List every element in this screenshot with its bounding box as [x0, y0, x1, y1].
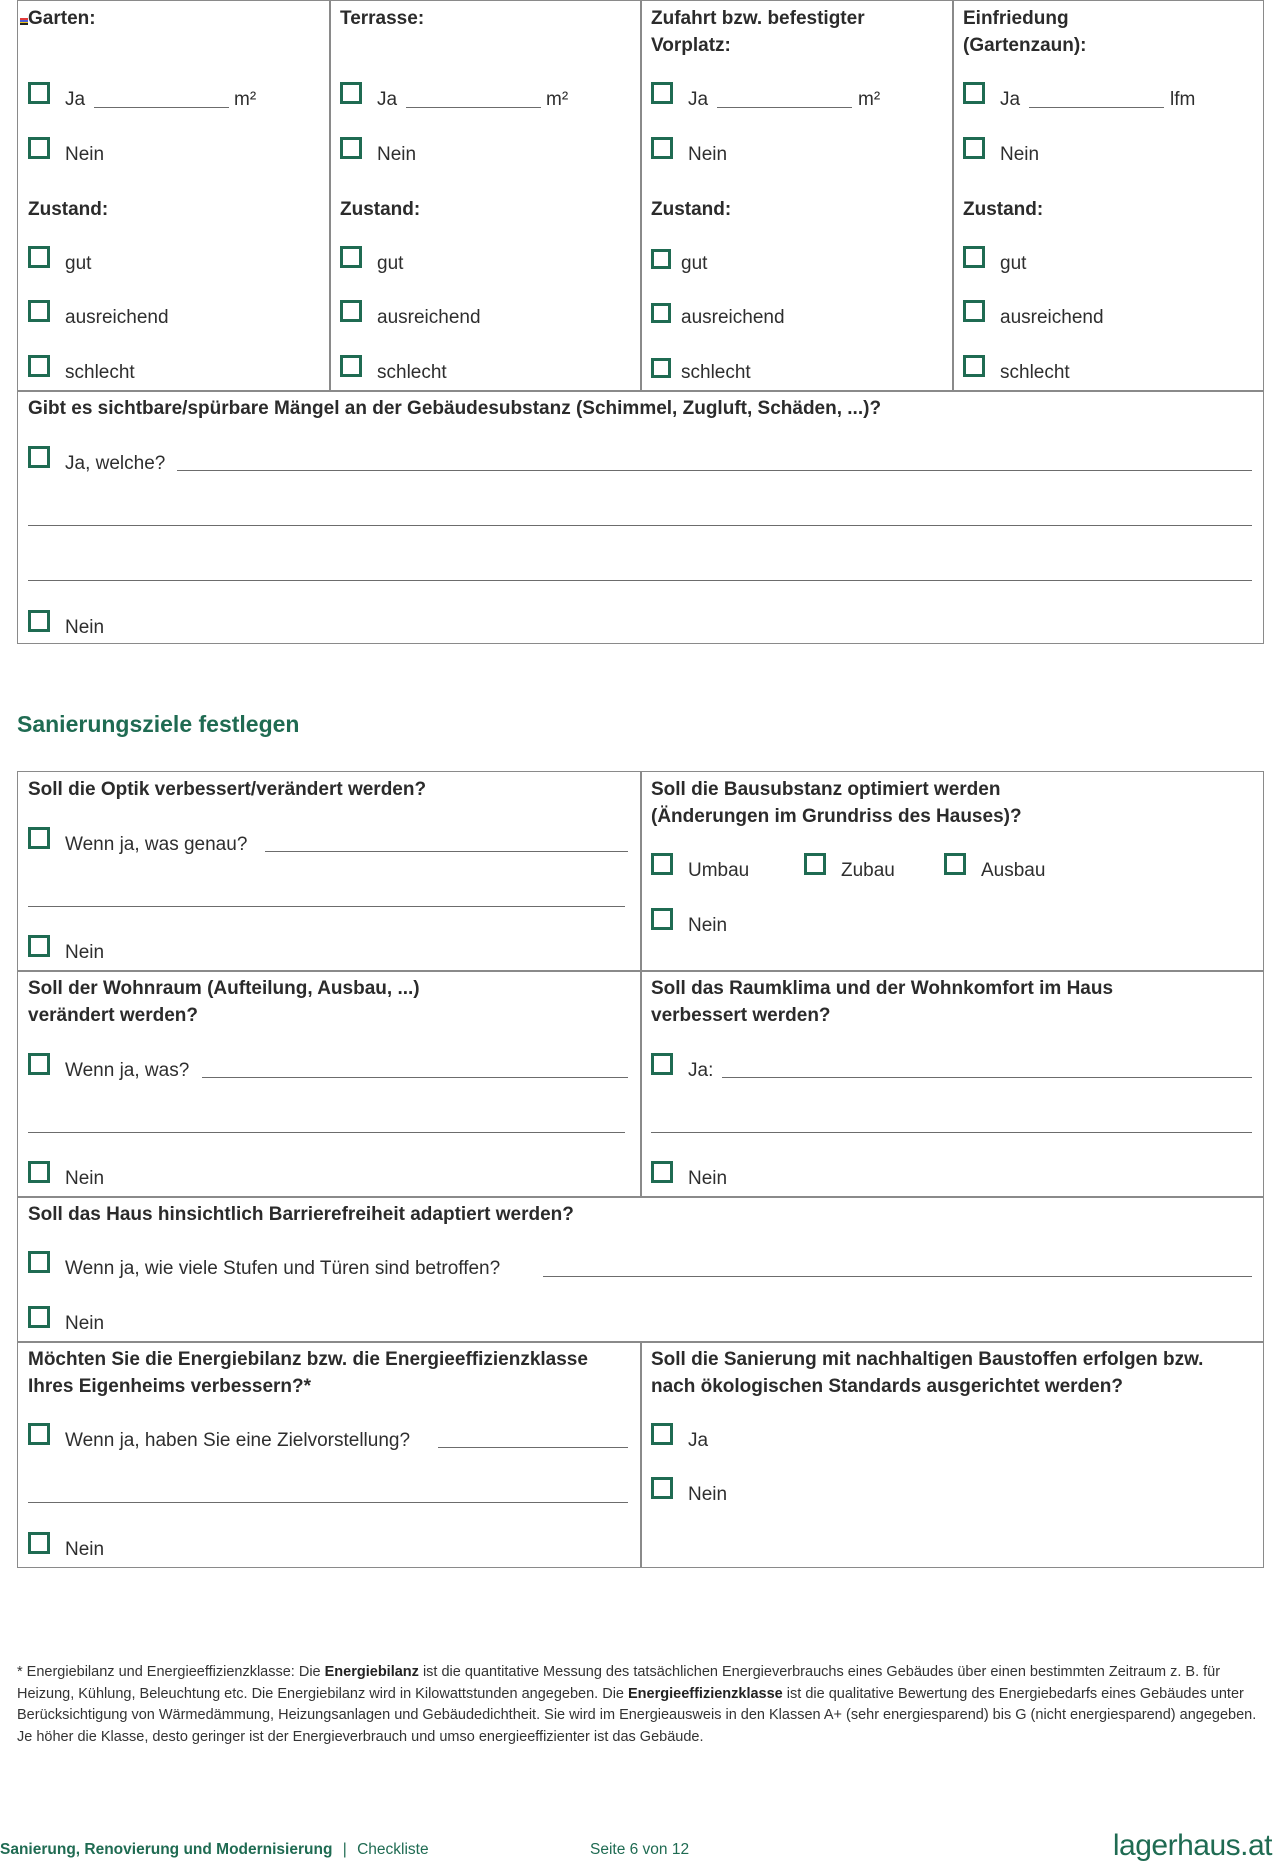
- defects-input-line-1[interactable]: [177, 470, 1252, 471]
- energie-input-line-1[interactable]: [438, 1447, 628, 1448]
- energie-ja-label: Wenn ja, haben Sie eine Zielvorstellung?: [65, 1430, 411, 1451]
- lagerhaus-logo[interactable]: lagerhaus.at: [1112, 1829, 1272, 1862]
- option-label: gut: [681, 253, 708, 274]
- footnote-text: ist die quantitative Messung des tatsächlichen Energieverbrauchs eines Gebäudes über einen bestimmten Zeitraum z. B. für Heizung, Kühlung, Beleuchtung etc. Die Energiebilanz wird in Kilowattstunden angegeben. Die: [17, 1664, 1221, 1702]
- umbau-checkbox[interactable]: [651, 853, 673, 875]
- barriere-question: Soll das Haus hinsichtlich Barrierefreiheit adaptiert werden?: [28, 1204, 574, 1225]
- option-label: schlecht: [65, 362, 135, 383]
- nein-label: Nein: [377, 144, 417, 165]
- footer-subtitle: Checkliste: [357, 1841, 429, 1858]
- energie-question: Möchten Sie die Energiebilanz bzw. die Energieeffizienzklasse: [28, 1349, 588, 1370]
- column-divider: [640, 1341, 642, 1568]
- option-label: schlecht: [1000, 362, 1070, 383]
- option-label: schlecht: [681, 362, 751, 383]
- garten-gut-checkbox[interactable]: [28, 246, 50, 268]
- footnote-term-energieeffizienzklasse: Energieeffizienzklasse: [628, 1685, 783, 1702]
- zubau-label: Zubau: [841, 860, 895, 881]
- raumklima-input-line-1[interactable]: [722, 1077, 1252, 1078]
- column-title-line2: (Gartenzaun):: [963, 35, 1087, 56]
- terrasse-ja-checkbox[interactable]: [340, 82, 362, 104]
- nachhaltig-nein-label: Nein: [688, 1484, 728, 1505]
- einfriedung-ausreichend-checkbox[interactable]: [963, 300, 985, 322]
- defects-input-line-2[interactable]: [28, 525, 1252, 526]
- nachhaltig-ja-checkbox[interactable]: [651, 1423, 673, 1445]
- einfriedung-length-input-line[interactable]: [1029, 107, 1164, 108]
- wohnraum-nein-checkbox[interactable]: [28, 1161, 50, 1183]
- zustand-heading: Zustand:: [340, 199, 421, 220]
- wohnraum-ja-checkbox[interactable]: [28, 1053, 50, 1075]
- zufahrt-area-input-line[interactable]: [717, 107, 852, 108]
- page-number: Seite 6 von 12: [590, 1841, 690, 1858]
- column-title-line2: Vorplatz:: [651, 35, 731, 56]
- garten-schlecht-checkbox[interactable]: [28, 355, 50, 377]
- nein-label: Nein: [1000, 144, 1040, 165]
- bausubstanz-nein-label: Nein: [688, 915, 728, 936]
- wohnraum-input-line-1[interactable]: [202, 1077, 628, 1078]
- unit-label: m²: [546, 89, 569, 110]
- defects-question: Gibt es sichtbare/spürbare Mängel an der Gebäudesubstanz (Schimmel, Zugluft, Schäden, ...)?: [28, 398, 882, 419]
- wohnraum-input-line-2[interactable]: [28, 1132, 625, 1133]
- zustand-heading: Zustand:: [28, 199, 109, 220]
- ausbau-label: Ausbau: [981, 860, 1046, 881]
- defects-ja-checkbox[interactable]: [28, 446, 50, 468]
- energie-nein-label: Nein: [65, 1539, 105, 1560]
- print-color-marker: [20, 18, 28, 25]
- garten-ja-checkbox[interactable]: [28, 82, 50, 104]
- column-divider: [329, 0, 331, 391]
- footer-separator: |: [342, 1841, 347, 1858]
- garten-area-input-line[interactable]: [94, 107, 229, 108]
- zufahrt-gut-checkbox[interactable]: [651, 249, 671, 269]
- nachhaltig-ja-label: Ja: [688, 1430, 709, 1451]
- barriere-input-line[interactable]: [543, 1276, 1252, 1277]
- zustand-heading: Zustand:: [963, 199, 1044, 220]
- raumklima-nein-label: Nein: [688, 1168, 728, 1189]
- terrasse-schlecht-checkbox[interactable]: [340, 355, 362, 377]
- nachhaltig-nein-checkbox[interactable]: [651, 1477, 673, 1499]
- einfriedung-nein-checkbox[interactable]: [963, 137, 985, 159]
- terrasse-area-input-line[interactable]: [406, 107, 541, 108]
- energie-ja-checkbox[interactable]: [28, 1423, 50, 1445]
- ja-label: Ja: [688, 89, 709, 110]
- footnote-term-energiebilanz: Energiebilanz: [324, 1664, 419, 1680]
- garten-nein-checkbox[interactable]: [28, 137, 50, 159]
- unit-label: m²: [234, 89, 257, 110]
- einfriedung-gut-checkbox[interactable]: [963, 246, 985, 268]
- section-title: Sanierungsziele festlegen: [17, 711, 300, 737]
- zufahrt-schlecht-checkbox[interactable]: [651, 358, 671, 378]
- footer-title: Sanierung, Renovierung und Modernisierung: [0, 1841, 333, 1858]
- wohnraum-ja-label: Wenn ja, was?: [65, 1060, 190, 1081]
- nein-label: Nein: [65, 144, 105, 165]
- column-title: Terrasse:: [340, 8, 425, 29]
- optik-input-line-1[interactable]: [265, 851, 628, 852]
- barriere-ja-checkbox[interactable]: [28, 1251, 50, 1273]
- zufahrt-ja-checkbox[interactable]: [651, 82, 673, 104]
- column-divider: [952, 0, 954, 391]
- unit-label: lfm: [1170, 89, 1196, 110]
- option-label: ausreichend: [377, 307, 481, 328]
- terrasse-nein-checkbox[interactable]: [340, 137, 362, 159]
- zufahrt-ausreichend-checkbox[interactable]: [651, 303, 671, 323]
- option-label: ausreichend: [65, 307, 169, 328]
- nachhaltig-question-line2: nach ökologischen Standards ausgerichtet werden?: [651, 1376, 1123, 1397]
- optik-input-line-2[interactable]: [28, 906, 625, 907]
- unit-label: m²: [858, 89, 881, 110]
- barriere-ja-label: Wenn ja, wie viele Stufen und Türen sind betroffen?: [65, 1258, 501, 1279]
- optik-nein-label: Nein: [65, 942, 105, 963]
- column-divider: [640, 771, 642, 1196]
- option-label: schlecht: [377, 362, 447, 383]
- raumklima-nein-checkbox[interactable]: [651, 1161, 673, 1183]
- optik-ja-checkbox[interactable]: [28, 827, 50, 849]
- terrasse-gut-checkbox[interactable]: [340, 246, 362, 268]
- defects-nein-checkbox[interactable]: [28, 610, 50, 632]
- option-label: gut: [377, 253, 404, 274]
- zustand-heading: Zustand:: [651, 199, 732, 220]
- bausubstanz-nein-checkbox[interactable]: [651, 908, 673, 930]
- nachhaltig-question: Soll die Sanierung mit nachhaltigen Baustoffen erfolgen bzw.: [651, 1349, 1204, 1370]
- defects-nein-label: Nein: [65, 617, 105, 638]
- barriere-nein-checkbox[interactable]: [28, 1306, 50, 1328]
- energie-input-line-2[interactable]: [28, 1502, 628, 1503]
- defects-box: [17, 390, 1264, 644]
- raumklima-input-line-2[interactable]: [651, 1132, 1252, 1133]
- zubau-checkbox[interactable]: [804, 853, 826, 875]
- defects-ja-label: Ja, welche?: [65, 453, 166, 474]
- einfriedung-schlecht-checkbox[interactable]: [963, 355, 985, 377]
- ausbau-checkbox[interactable]: [944, 853, 966, 875]
- footnote: [17, 1662, 1257, 1748]
- ja-label: Ja: [1000, 89, 1021, 110]
- footnote-text: * Energiebilanz und Energieeffizienzklasse: Die: [17, 1664, 325, 1680]
- terrasse-ausreichend-checkbox[interactable]: [340, 300, 362, 322]
- umbau-label: Umbau: [688, 860, 750, 881]
- nein-label: Nein: [688, 144, 728, 165]
- column-divider: [640, 0, 642, 391]
- wohnraum-nein-label: Nein: [65, 1168, 105, 1189]
- optik-ja-label: Wenn ja, was genau?: [65, 834, 248, 855]
- option-label: ausreichend: [681, 307, 785, 328]
- energie-nein-checkbox[interactable]: [28, 1532, 50, 1554]
- raumklima-question: Soll das Raumklima und der Wohnkomfort im Haus: [651, 978, 1114, 999]
- bausubstanz-question: Soll die Bausubstanz optimiert werden: [651, 779, 1001, 800]
- energie-question-line2: Ihres Eigenheims verbessern?*: [28, 1376, 312, 1397]
- zufahrt-nein-checkbox[interactable]: [651, 137, 673, 159]
- barriere-nein-label: Nein: [65, 1313, 105, 1334]
- footnote-text: ist die qualitative Bewertung des Energiebedarfs eines Gebäudes unter Berücksichtigung von Wärmedämmung, Heizungsanlagen und Gebäudedichtheit. Sie wird im Energieausweis in den Klassen A+ (sehr energiesparend) bis G (nicht energiesparend) angegeben. Je höher die Klasse, desto geringer ist der Energieverbrauch und umso energieeffizienter ist das Gebäude.: [17, 1685, 1257, 1745]
- option-label: ausreichend: [1000, 307, 1104, 328]
- ja-label: Ja: [65, 89, 86, 110]
- optik-nein-checkbox[interactable]: [28, 935, 50, 957]
- wohnraum-question-line2: verändert werden?: [28, 1005, 198, 1026]
- option-label: gut: [1000, 253, 1027, 274]
- garten-ausreichend-checkbox[interactable]: [28, 300, 50, 322]
- optik-question: Soll die Optik verbessert/verändert werden?: [28, 779, 427, 800]
- row-divider: [17, 1196, 1264, 1198]
- wohnraum-question: Soll der Wohnraum (Aufteilung, Ausbau, ...): [28, 978, 420, 999]
- raumklima-ja-label: Ja:: [688, 1060, 714, 1081]
- raumklima-ja-checkbox[interactable]: [651, 1053, 673, 1075]
- column-title: Einfriedung: [963, 8, 1069, 29]
- raumklima-question-line2: verbessert werden?: [651, 1005, 831, 1026]
- einfriedung-ja-checkbox[interactable]: [963, 82, 985, 104]
- bausubstanz-question-line2: (Änderungen im Grundriss des Hauses)?: [651, 806, 1022, 827]
- defects-input-line-3[interactable]: [28, 580, 1252, 581]
- option-label: gut: [65, 253, 92, 274]
- footer-document-title: [0, 1841, 429, 1859]
- ja-label: Ja: [377, 89, 398, 110]
- column-title: Garten:: [28, 8, 96, 29]
- column-title: Zufahrt bzw. befestigter: [651, 8, 865, 29]
